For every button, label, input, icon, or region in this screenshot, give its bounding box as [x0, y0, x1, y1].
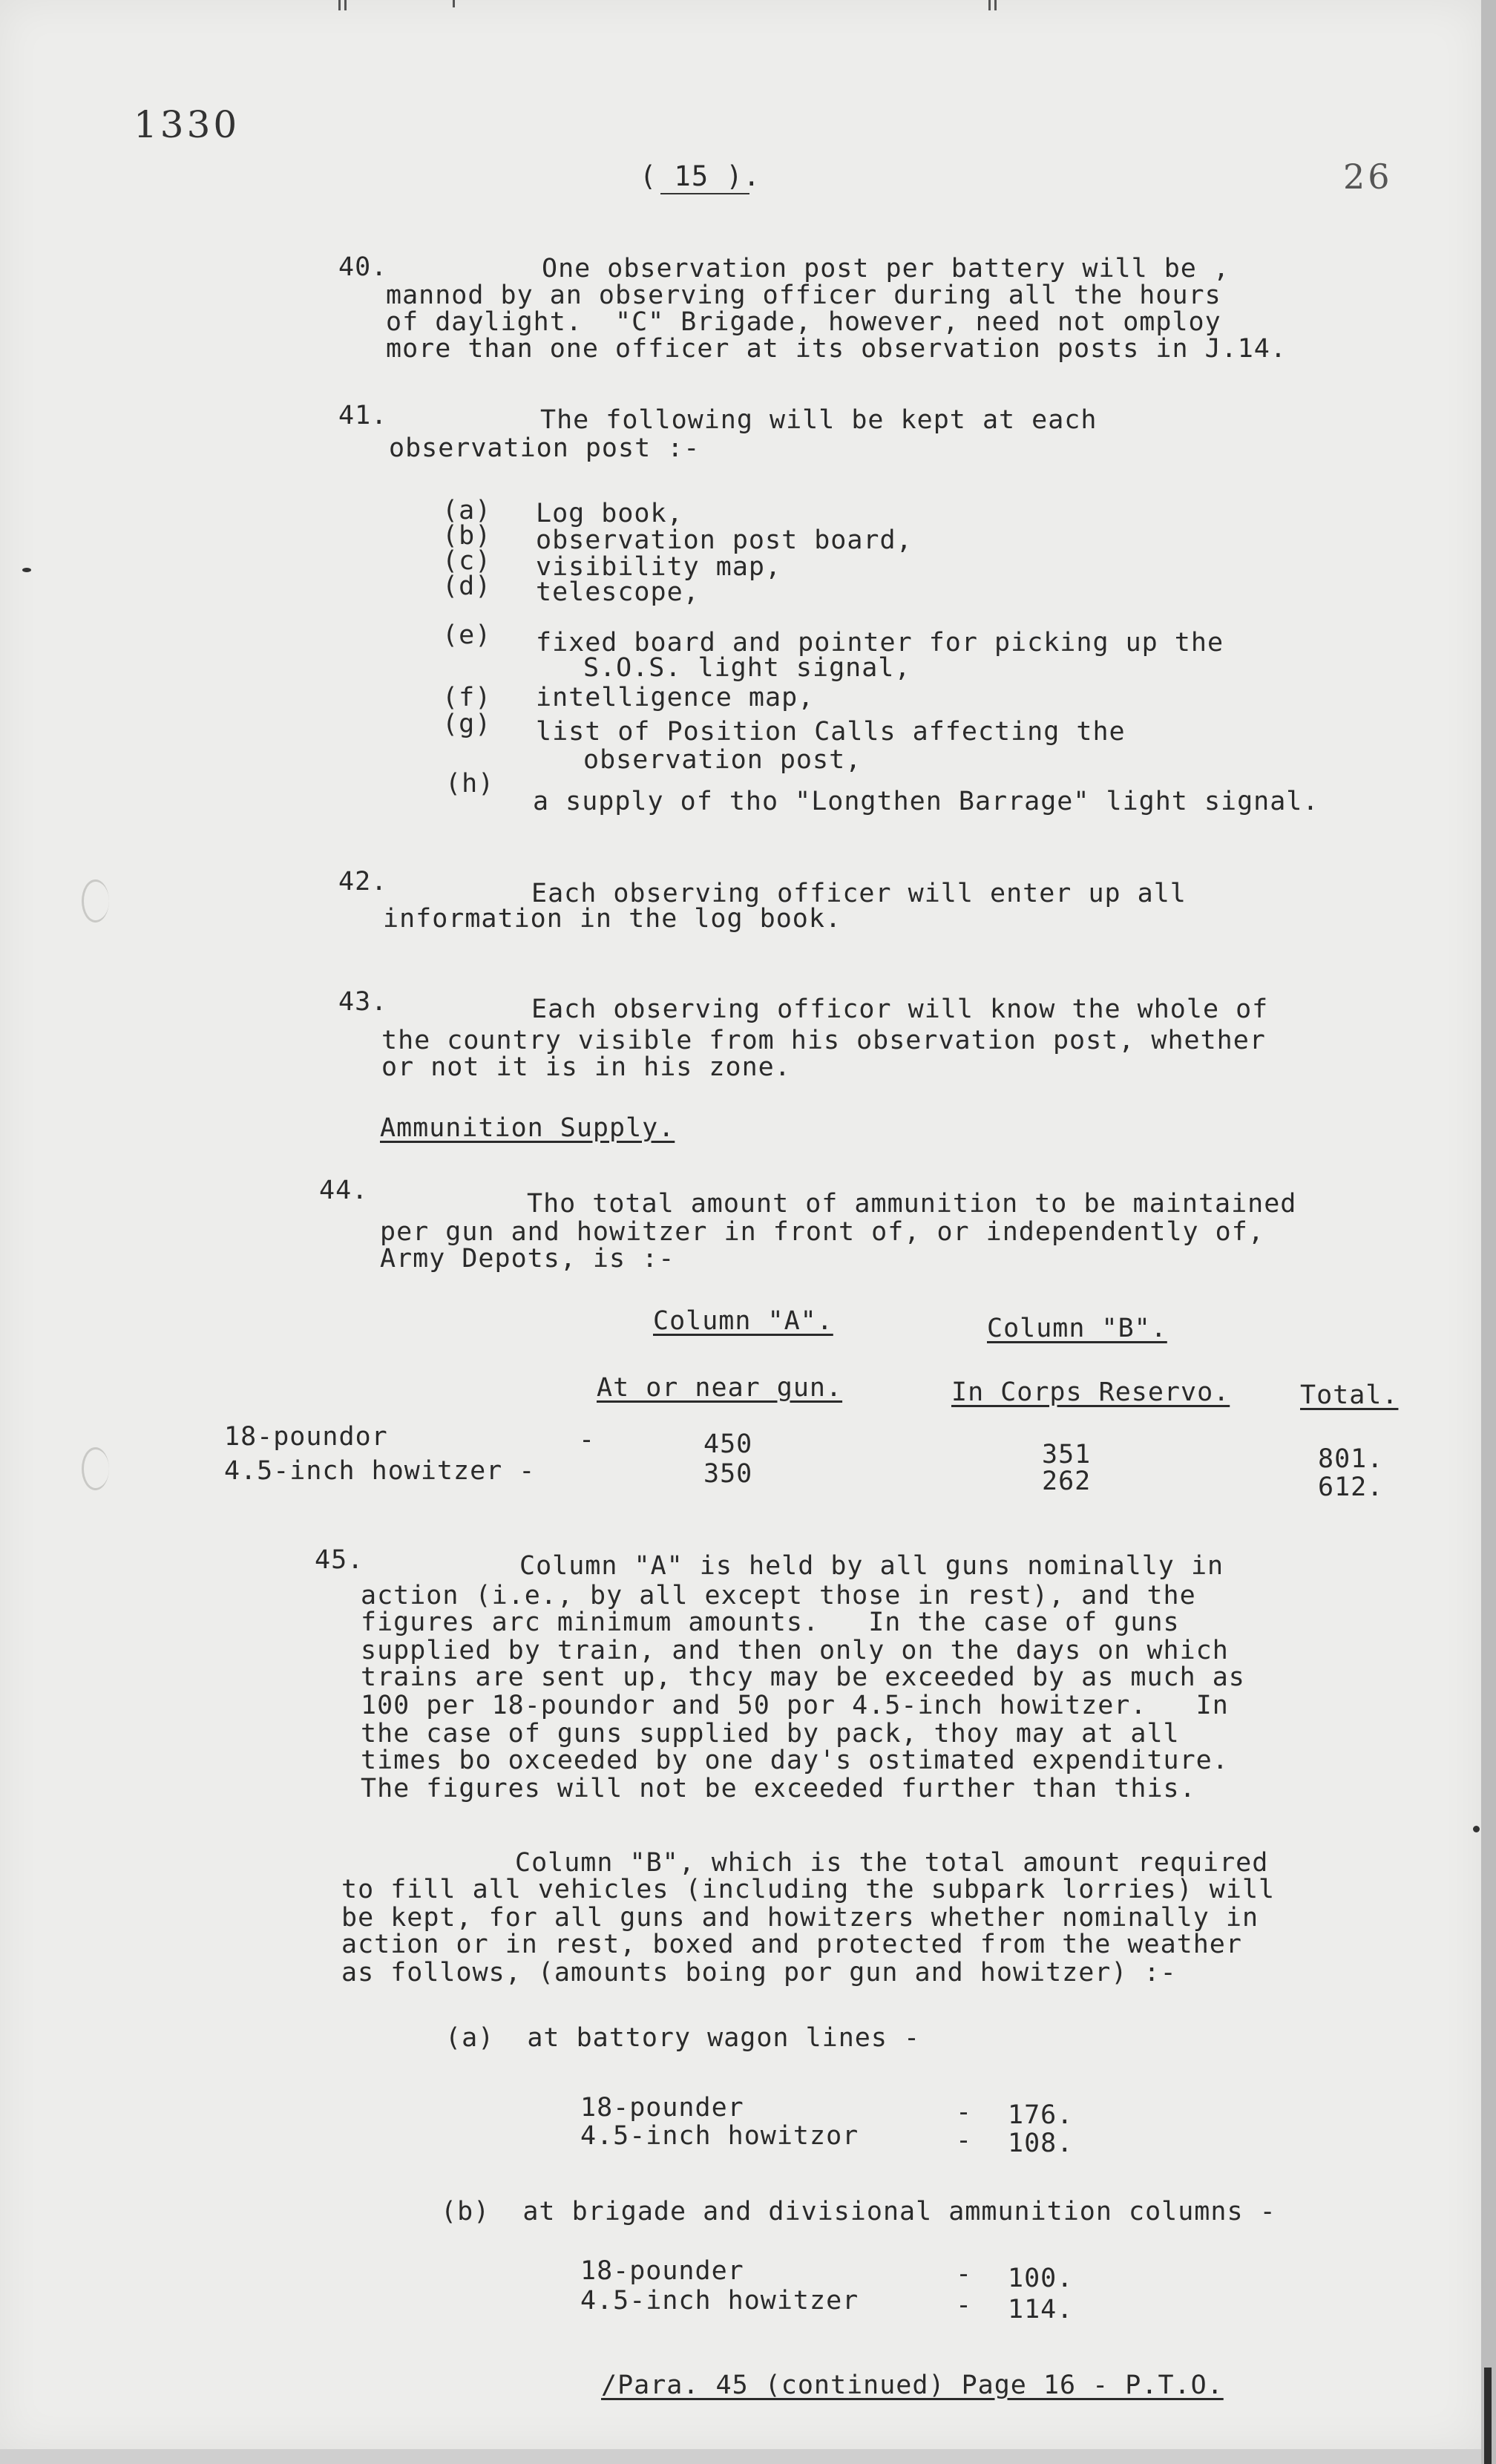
margin-mark	[994, 0, 997, 10]
list-letter: (f)	[442, 683, 492, 712]
para-43-line: Each observing officor will know the whole of	[531, 995, 1269, 1024]
list-letter: (h)	[445, 769, 495, 799]
para-45-line: action (i.e., by all except those in rest), and the	[361, 1581, 1196, 1611]
list-item-continuation: observation post,	[583, 745, 862, 775]
list-item: intelligence map,	[536, 683, 815, 712]
para-45-line: Column "A" is held by all guns nominally in	[519, 1551, 1224, 1581]
para-45-line: supplied by train, and then only on the days on which	[361, 1636, 1229, 1665]
sublist-label: 18-pounder	[580, 2256, 744, 2286]
para-45-line: 100 per 18-poundor and 50 por 4.5-inch howitzer. In	[361, 1691, 1229, 1720]
table-cell-total: 801.	[1318, 1444, 1384, 1474]
margin-dot	[22, 568, 31, 572]
page-number: 26	[1343, 157, 1393, 197]
sublist-value: 176.	[1008, 2100, 1074, 2130]
table-cell-total: 612.	[1318, 1472, 1384, 1502]
para-41-line: observation post :-	[389, 433, 701, 463]
para-43-number: 43.	[338, 987, 388, 1017]
continuation-footer: /Para. 45 (continued) Page 16 - P.T.O.	[601, 2370, 1224, 2400]
para-44-number: 44.	[319, 1176, 369, 1205]
sublist-dash: -	[956, 2259, 973, 2289]
list-item: fixed board and pointer for picking up the	[536, 628, 1224, 658]
sublist-heading-b: (b) at brigade and divisional ammunition columns -	[441, 2197, 1276, 2227]
table-col-a-subtitle: At or near gun.	[597, 1373, 843, 1403]
list-letter: (d)	[442, 571, 492, 601]
sublist-label: 4.5-inch howitzer	[580, 2286, 859, 2316]
para-45-line: to fill all vehicles (including the subpark lorries) will	[341, 1875, 1276, 1904]
sublist-dash: -	[956, 2126, 973, 2155]
para-43-line: or not it is in his zone.	[381, 1052, 791, 1082]
sublist-value: 108.	[1008, 2129, 1074, 2158]
page-edge-shadow	[1484, 2368, 1492, 2464]
sublist-heading-a: (a) at battory wagon lines -	[445, 2023, 921, 2053]
para-42-number: 42.	[338, 867, 388, 897]
list-item: Log book,	[536, 499, 683, 528]
para-40-line: One observation post per battery will be ,	[542, 254, 1230, 284]
page-edge	[1481, 0, 1496, 2464]
sublist-value: 100.	[1008, 2264, 1074, 2293]
list-item: observation post board,	[536, 525, 913, 555]
table-row-label: 4.5-inch howitzer -	[224, 1456, 536, 1486]
para-45-line: figures arc minimum amounts. In the case of guns	[361, 1608, 1180, 1637]
table-row-dash: -	[579, 1425, 596, 1455]
table-cell-a: 450	[703, 1429, 753, 1459]
punch-hole	[82, 879, 109, 923]
list-letter: (c)	[442, 546, 492, 576]
list-item: a supply of tho "Longthen Barrage" light signal.	[533, 787, 1319, 816]
table-col-a-title: Column "A".	[653, 1306, 833, 1336]
list-item: visibility map,	[536, 552, 782, 582]
para-43-line: the country visible from his observation post, whether	[381, 1026, 1266, 1055]
margin-dot	[1473, 1826, 1480, 1832]
table-col-b-subtitle: In Corps Reservo.	[951, 1377, 1230, 1407]
sublist-dash: -	[956, 2097, 973, 2127]
para-42-line: Each observing officer will enter up all	[531, 879, 1187, 908]
para-45-line: Column "B", which is the total amount required	[515, 1848, 1269, 1878]
para-45-line: trains are sent up, thcy may be exceeded by as much as	[361, 1662, 1245, 1692]
margin-mark	[338, 0, 341, 10]
margin-mark	[988, 0, 991, 10]
table-col-b-title: Column "B".	[987, 1314, 1167, 1343]
para-44-line: per gun and howitzer in front of, or independently of,	[380, 1217, 1264, 1247]
table-row-label: 18-poundor	[224, 1422, 388, 1452]
para-41-number: 41.	[338, 401, 388, 430]
para-45-line: as follows, (amounts boing por gun and howitzer) :-	[341, 1958, 1177, 1988]
para-45-line: the case of guns supplied by pack, thoy may at all	[361, 1719, 1180, 1749]
para-45-line: be kept, for all guns and howitzers whether nominally in	[341, 1903, 1259, 1933]
para-40-line: more than one officer at its observation posts in J.14.	[386, 334, 1287, 364]
list-item-continuation: S.O.S. light signal,	[583, 653, 911, 683]
para-40-line: mannod by an observing officer during all the hours	[386, 281, 1221, 310]
page-label: ( 15 ).	[640, 160, 761, 192]
sublist-label: 18-pounder	[580, 2093, 744, 2123]
list-letter: (b)	[442, 521, 492, 551]
folio-number: 1330	[134, 103, 240, 146]
para-45-number: 45.	[315, 1545, 364, 1575]
para-42-line: information in the log book.	[383, 904, 842, 934]
para-45-line: action or in rest, boxed and protected from the weather	[341, 1930, 1242, 1959]
table-cell-b: 351	[1042, 1440, 1092, 1469]
list-letter: (a)	[442, 496, 492, 525]
margin-mark	[453, 0, 455, 7]
list-item: list of Position Calls affecting the	[536, 717, 1126, 747]
table-cell-a: 350	[703, 1459, 753, 1489]
section-heading: Ammunition Supply.	[380, 1113, 675, 1143]
list-letter: (e)	[442, 620, 492, 650]
para-40-line: of daylight. "C" Brigade, however, need not omploy	[386, 307, 1221, 337]
para-44-line: Army Depots, is :-	[380, 1244, 675, 1274]
para-41-line: The following will be kept at each	[540, 405, 1098, 435]
sublist-value: 114.	[1008, 2295, 1074, 2324]
table-total-header: Total.	[1300, 1380, 1399, 1410]
para-44-line: Tho total amount of ammunition to be maintained	[527, 1189, 1297, 1219]
punch-hole	[82, 1447, 109, 1490]
para-45-line: The figures will not be exceeded further than this.	[361, 1774, 1196, 1803]
list-item: telescope,	[536, 577, 700, 607]
margin-mark	[344, 0, 347, 10]
para-40-number: 40.	[338, 252, 388, 282]
list-letter: (g)	[442, 710, 492, 739]
table-cell-b: 262	[1042, 1467, 1092, 1496]
page-label-underline	[660, 193, 749, 194]
sublist-label: 4.5-inch howitzor	[580, 2121, 859, 2151]
sublist-dash: -	[956, 2290, 973, 2320]
para-45-line: times bo oxceeded by one day's ostimated expenditure.	[361, 1746, 1229, 1775]
